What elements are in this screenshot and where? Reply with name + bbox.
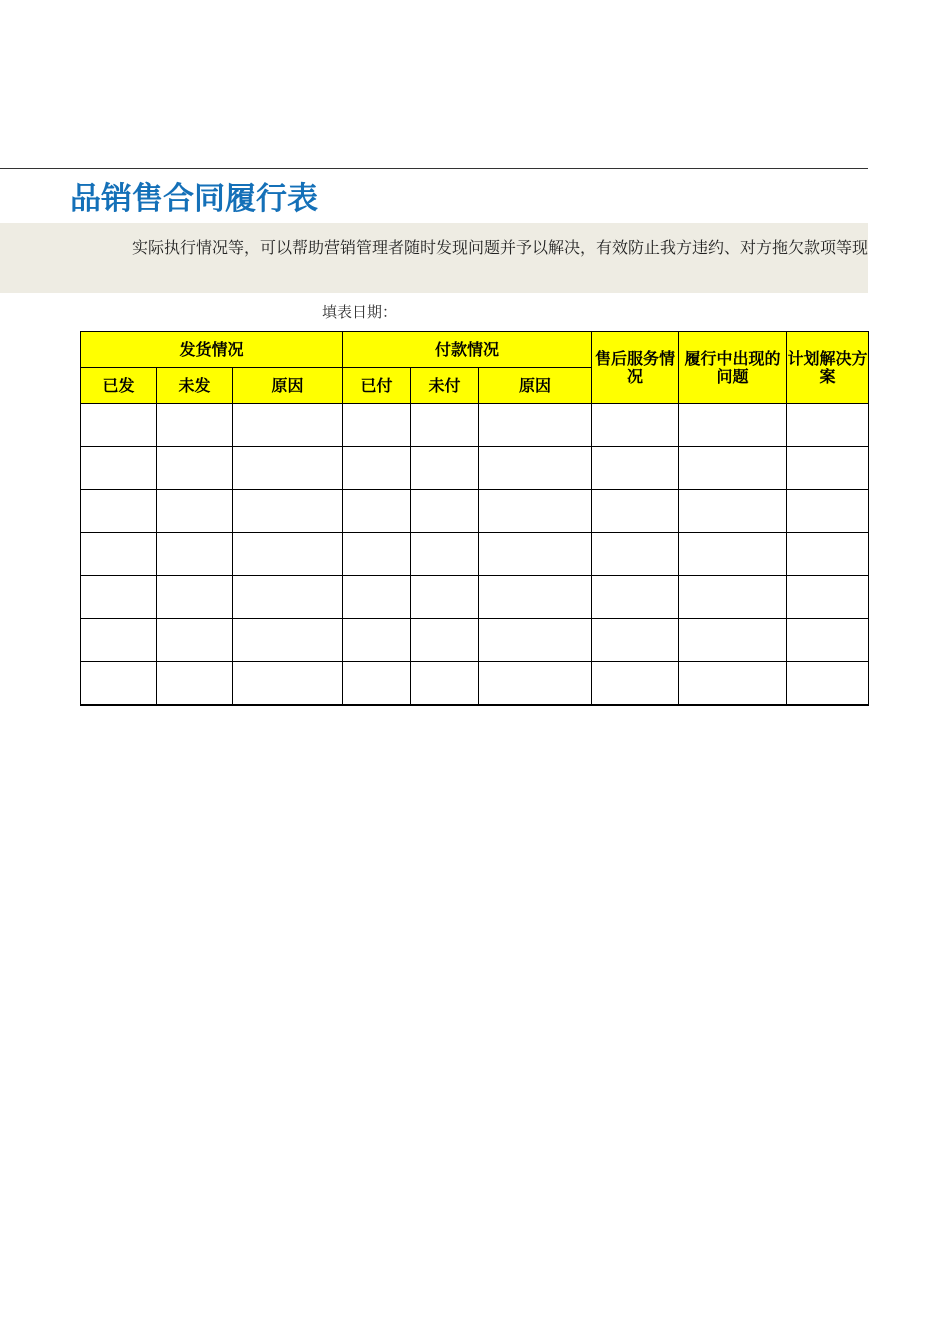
table-cell[interactable] bbox=[157, 619, 233, 662]
table-cell[interactable] bbox=[787, 576, 869, 619]
table-cell[interactable] bbox=[157, 662, 233, 706]
table-cell[interactable] bbox=[81, 533, 157, 576]
header-solution: 计划解决方案 bbox=[787, 332, 869, 404]
page-title-text: 品销售合同履行表 bbox=[70, 181, 318, 217]
table-cell[interactable] bbox=[157, 447, 233, 490]
table-cell[interactable] bbox=[479, 576, 592, 619]
table-cell[interactable] bbox=[787, 662, 869, 706]
header-issues: 履行中出现的问题 bbox=[679, 332, 787, 404]
table-cell[interactable] bbox=[233, 576, 343, 619]
table-cell[interactable] bbox=[233, 490, 343, 533]
table-cell[interactable] bbox=[411, 576, 479, 619]
table-cell[interactable] bbox=[679, 404, 787, 447]
table-row bbox=[81, 576, 869, 619]
table-cell[interactable] bbox=[787, 619, 869, 662]
table-row bbox=[81, 662, 869, 706]
table-cell[interactable] bbox=[157, 576, 233, 619]
table-cell[interactable] bbox=[233, 662, 343, 706]
description-text: 实际执行情况等，可以帮助营销管理者随时发现问题并予以解决，有效防止我方违约、对方拖欠款项等现 bbox=[131, 238, 868, 257]
header-paid: 已付 bbox=[343, 368, 411, 404]
table-cell[interactable] bbox=[679, 447, 787, 490]
table-cell[interactable] bbox=[679, 662, 787, 706]
table-cell[interactable] bbox=[81, 404, 157, 447]
table-cell[interactable] bbox=[592, 447, 679, 490]
table-cell[interactable] bbox=[787, 447, 869, 490]
header-payment-reason: 原因 bbox=[479, 368, 592, 404]
table-cell[interactable] bbox=[787, 404, 869, 447]
table-cell[interactable] bbox=[679, 576, 787, 619]
table-cell[interactable] bbox=[787, 533, 869, 576]
table-row bbox=[81, 404, 869, 447]
table-cell[interactable] bbox=[479, 404, 592, 447]
header-payment: 付款情况 bbox=[343, 332, 592, 368]
table-cell[interactable] bbox=[343, 404, 411, 447]
table-cell[interactable] bbox=[81, 447, 157, 490]
table-cell[interactable] bbox=[592, 404, 679, 447]
table-cell[interactable] bbox=[81, 576, 157, 619]
table-cell[interactable] bbox=[479, 662, 592, 706]
table-cell[interactable] bbox=[343, 662, 411, 706]
table-cell[interactable] bbox=[411, 662, 479, 706]
table-cell[interactable] bbox=[343, 619, 411, 662]
table-row bbox=[81, 490, 869, 533]
table-cell[interactable] bbox=[81, 662, 157, 706]
description-panel bbox=[0, 223, 868, 293]
header-unpaid: 未付 bbox=[411, 368, 479, 404]
table-cell[interactable] bbox=[479, 533, 592, 576]
table-cell[interactable] bbox=[411, 447, 479, 490]
top-divider bbox=[0, 168, 868, 169]
table-cell[interactable] bbox=[233, 404, 343, 447]
table-cell[interactable] bbox=[479, 619, 592, 662]
table-cell[interactable] bbox=[592, 490, 679, 533]
table-cell[interactable] bbox=[679, 533, 787, 576]
table-row bbox=[81, 619, 869, 662]
table-cell[interactable] bbox=[81, 490, 157, 533]
table-row bbox=[81, 533, 869, 576]
table-cell[interactable] bbox=[592, 533, 679, 576]
table-cell[interactable] bbox=[679, 490, 787, 533]
table-cell[interactable] bbox=[157, 404, 233, 447]
table-cell[interactable] bbox=[343, 490, 411, 533]
header-not-shipped: 未发 bbox=[157, 368, 233, 404]
table-cell[interactable] bbox=[233, 447, 343, 490]
fill-date-label: 填表日期： bbox=[322, 303, 398, 321]
header-after-sales: 售后服务情况 bbox=[592, 332, 679, 404]
table-cell[interactable] bbox=[411, 619, 479, 662]
table-cell[interactable] bbox=[157, 490, 233, 533]
table-cell[interactable] bbox=[81, 619, 157, 662]
header-shipped: 已发 bbox=[81, 368, 157, 404]
table-row bbox=[81, 447, 869, 490]
header-shipping: 发货情况 bbox=[81, 332, 343, 368]
table-cell[interactable] bbox=[479, 490, 592, 533]
table-cell[interactable] bbox=[411, 490, 479, 533]
table-cell[interactable] bbox=[479, 447, 592, 490]
table-cell[interactable] bbox=[411, 404, 479, 447]
table-cell[interactable] bbox=[233, 533, 343, 576]
page-title bbox=[0, 176, 868, 222]
table-cell[interactable] bbox=[343, 533, 411, 576]
table-cell[interactable] bbox=[592, 662, 679, 706]
table-cell[interactable] bbox=[592, 576, 679, 619]
contract-fulfillment-table bbox=[80, 331, 869, 706]
header-shipping-reason: 原因 bbox=[233, 368, 343, 404]
table-cell[interactable] bbox=[343, 447, 411, 490]
table-cell[interactable] bbox=[157, 533, 233, 576]
table-cell[interactable] bbox=[233, 619, 343, 662]
table-cell[interactable] bbox=[787, 490, 869, 533]
table-cell[interactable] bbox=[343, 576, 411, 619]
table-cell[interactable] bbox=[592, 619, 679, 662]
table-cell[interactable] bbox=[679, 619, 787, 662]
table-cell[interactable] bbox=[411, 533, 479, 576]
table-body bbox=[81, 404, 869, 706]
